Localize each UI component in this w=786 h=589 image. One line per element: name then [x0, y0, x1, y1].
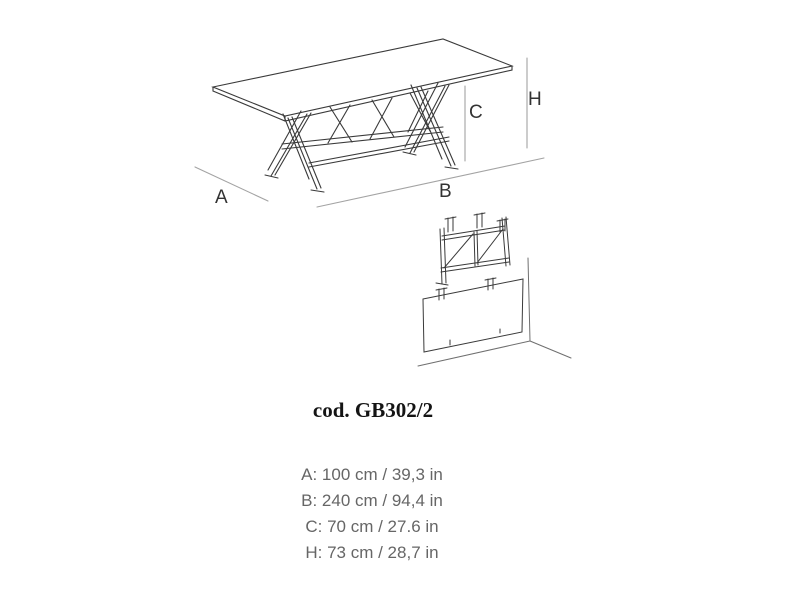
dimension-label-h: H	[528, 89, 542, 110]
dimension-label-b: B	[439, 181, 452, 202]
dimension-row-a: A: 100 cm / 39,3 in	[301, 465, 443, 484]
dimension-row-b: B: 240 cm / 94,4 in	[301, 491, 443, 510]
assembled-table-figure	[213, 39, 512, 192]
clamp-icon	[445, 217, 456, 232]
product-code: cod. GB302/2	[312, 398, 434, 422]
folded-tabletop-panel	[423, 278, 523, 352]
dimension-row-c: C: 70 cm / 27.6 in	[305, 517, 439, 536]
wall-floor-lines	[418, 258, 571, 366]
dimension-label-c: C	[469, 102, 483, 123]
dimension-label-a: A	[215, 187, 228, 208]
clamp-icon	[485, 278, 496, 290]
dimension-list	[0, 462, 744, 566]
folded-leg-frame	[436, 213, 510, 285]
dimension-line-a	[195, 167, 268, 201]
folded-table-figure	[423, 213, 523, 352]
dimension-row-h: H: 73 cm / 28,7 in	[305, 543, 439, 562]
clamp-icon	[474, 213, 485, 228]
dimension-line-b	[317, 158, 544, 207]
clamp-icon	[436, 288, 447, 300]
